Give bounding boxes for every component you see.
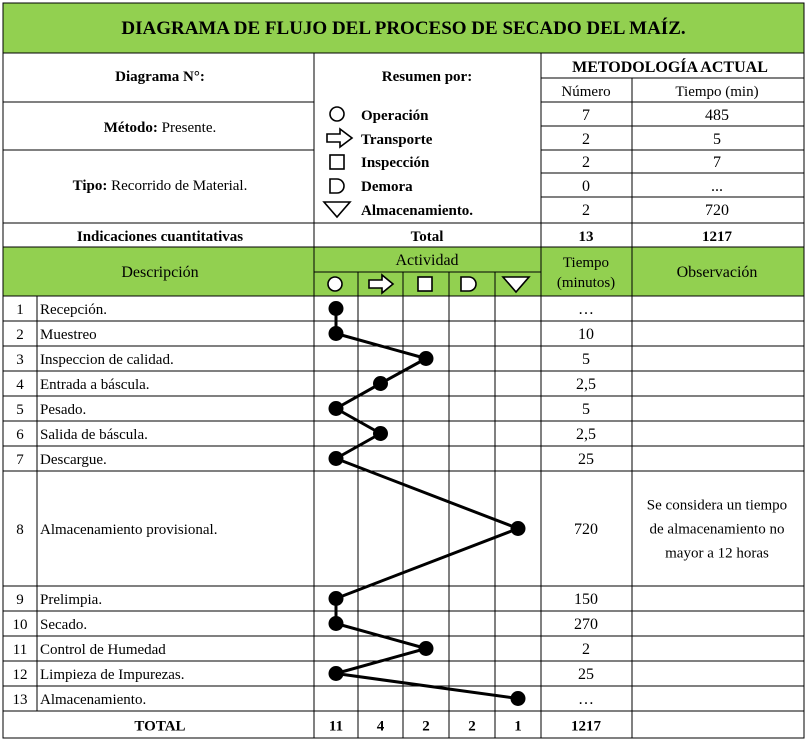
observacion-header: Observación bbox=[676, 264, 758, 281]
triangle-icon bbox=[324, 202, 350, 217]
row-time: 2,5 bbox=[576, 426, 596, 443]
row-number: 6 bbox=[16, 427, 24, 443]
totals-activity-count: 4 bbox=[376, 718, 385, 735]
table-row bbox=[16, 426, 596, 443]
totals-row bbox=[134, 719, 601, 735]
table-row bbox=[13, 616, 599, 633]
table-row bbox=[13, 641, 590, 658]
row-description: Descargue. bbox=[40, 452, 107, 468]
summary-tiempo-inspeccion: 7 bbox=[713, 154, 721, 171]
table-row bbox=[16, 326, 594, 343]
flow-dot bbox=[373, 376, 388, 391]
descripcion-header: Descripción bbox=[121, 264, 199, 281]
totals-activity-count: 11 bbox=[328, 718, 344, 735]
indicaciones-label: Indicaciones cuantitativas bbox=[76, 229, 244, 245]
square-icon bbox=[330, 155, 344, 169]
totals-activity-count: 2 bbox=[422, 718, 430, 735]
row-description: Almacenamiento. bbox=[40, 692, 147, 708]
tipo-value: Recorrido de Material. bbox=[107, 178, 248, 194]
row-number: 7 bbox=[16, 452, 24, 468]
flow-dot bbox=[373, 426, 388, 441]
process-rows bbox=[13, 301, 788, 708]
row-time: 25 bbox=[578, 666, 594, 683]
totals-time: 1217 bbox=[571, 718, 601, 735]
diagrama-label: Diagrama N°: bbox=[115, 69, 205, 85]
table-row bbox=[13, 691, 595, 708]
metodo-value: Presente. bbox=[157, 120, 217, 136]
summary-numero-operacion: 7 bbox=[582, 107, 590, 124]
actividad-header: Actividad bbox=[395, 252, 459, 269]
row-number: 5 bbox=[16, 402, 24, 418]
summary-numero-transporte: 2 bbox=[582, 131, 590, 148]
row-description: Recepción. bbox=[40, 302, 108, 318]
summary-icons bbox=[324, 107, 352, 217]
flow-dot bbox=[329, 451, 344, 466]
summary-label-transporte: Transporte bbox=[361, 132, 433, 148]
summary-tiempo-demora: ... bbox=[711, 178, 723, 195]
flow-dot bbox=[329, 401, 344, 416]
row-description: Salida de báscula. bbox=[40, 427, 148, 443]
table-row bbox=[16, 376, 596, 393]
row-description: Control de Humedad bbox=[40, 642, 166, 658]
row-number: 8 bbox=[16, 522, 24, 538]
flow-dot bbox=[329, 666, 344, 681]
table-row bbox=[16, 451, 594, 468]
row-time: … bbox=[578, 691, 594, 708]
activity-circle-icon bbox=[328, 277, 342, 291]
summary-label-inspeccion: Inspección bbox=[361, 155, 430, 171]
tipo-label: Tipo: bbox=[72, 178, 108, 194]
row-number: 4 bbox=[16, 377, 24, 393]
metodo-label: Método: bbox=[103, 120, 158, 136]
observation-line: mayor a 12 horas bbox=[665, 545, 769, 562]
table-row bbox=[13, 666, 595, 683]
row-description: Secado. bbox=[40, 617, 88, 633]
row-description: Entrada a báscula. bbox=[40, 377, 150, 393]
table-row bbox=[16, 498, 787, 562]
table-row bbox=[16, 351, 590, 368]
total-label: Total bbox=[410, 229, 444, 245]
tipo-line bbox=[73, 178, 248, 194]
flow-dot bbox=[419, 641, 434, 656]
totals-activity-count: 2 bbox=[468, 718, 476, 735]
row-time: 2 bbox=[582, 641, 590, 658]
page-title: DIAGRAMA DE FLUJO DEL PROCESO DE SECADO DEL MAÍZ. bbox=[121, 18, 686, 39]
table-row bbox=[16, 301, 594, 318]
row-time: 25 bbox=[578, 451, 594, 468]
summary-tiempo-almacenamiento: 720 bbox=[705, 202, 729, 219]
summary-list bbox=[361, 107, 729, 219]
observation-line: Se considera un tiempo bbox=[646, 497, 788, 514]
row-number: 13 bbox=[12, 692, 28, 708]
flow-dot bbox=[329, 616, 344, 631]
summary-tiempo-transporte: 5 bbox=[713, 131, 721, 148]
tiempo-header-line1: Tiempo bbox=[562, 255, 610, 271]
row-description: Inspeccion de calidad. bbox=[40, 352, 174, 368]
row-time: 720 bbox=[574, 521, 598, 538]
row-time: 150 bbox=[574, 591, 598, 608]
row-number: 12 bbox=[12, 667, 28, 683]
flow-dot bbox=[511, 521, 526, 536]
tiempo-min-label: Tiempo (min) bbox=[675, 84, 759, 100]
summary-label-operacion: Operación bbox=[361, 108, 429, 124]
row-time: 5 bbox=[582, 401, 590, 418]
observation-line: de almacenamiento no bbox=[649, 521, 785, 538]
activity-square-icon bbox=[418, 277, 432, 291]
flow-dot bbox=[329, 326, 344, 341]
row-time: 5 bbox=[582, 351, 590, 368]
totals-activity-count: 1 bbox=[514, 718, 522, 735]
arrow-icon bbox=[327, 129, 352, 147]
summary-numero-almacenamiento: 2 bbox=[582, 202, 590, 219]
row-description: Muestreo bbox=[40, 327, 97, 343]
row-description: Pesado. bbox=[40, 402, 87, 418]
summary-label-almacenamiento: Almacenamiento. bbox=[361, 203, 474, 219]
row-number: 10 bbox=[12, 617, 28, 633]
row-number: 3 bbox=[16, 352, 24, 368]
activity-d-shape-icon bbox=[461, 277, 476, 291]
total-tiempo: 1217 bbox=[702, 229, 732, 245]
summary-tiempo-operacion: 485 bbox=[705, 107, 729, 124]
flow-dot bbox=[419, 351, 434, 366]
row-number: 1 bbox=[16, 302, 24, 318]
row-number: 11 bbox=[12, 642, 28, 658]
row-description: Limpieza de Impurezas. bbox=[40, 667, 185, 683]
row-number: 2 bbox=[16, 327, 24, 343]
numero-label: Número bbox=[561, 84, 611, 100]
row-time: … bbox=[578, 301, 594, 318]
d-shape-icon bbox=[330, 179, 344, 193]
summary-label-demora: Demora bbox=[361, 179, 413, 195]
flow-connector bbox=[336, 309, 518, 699]
row-observation bbox=[647, 498, 787, 562]
row-description: Prelimpia. bbox=[40, 592, 103, 608]
table-row bbox=[16, 401, 590, 418]
summary-numero-inspeccion: 2 bbox=[582, 154, 590, 171]
total-numero: 13 bbox=[578, 229, 594, 245]
row-number: 9 bbox=[16, 592, 24, 608]
row-time: 2,5 bbox=[576, 376, 596, 393]
metodo-line bbox=[104, 120, 216, 136]
tiempo-header-line2: (minutos) bbox=[556, 275, 616, 291]
metodologia-label: METODOLOGÍA ACTUAL bbox=[572, 59, 768, 76]
flow-dot bbox=[329, 301, 344, 316]
totals-label: TOTAL bbox=[134, 718, 186, 735]
resumen-label: Resumen por: bbox=[381, 69, 473, 85]
circle-icon bbox=[330, 107, 344, 121]
summary-numero-demora: 0 bbox=[582, 178, 590, 195]
table-row bbox=[16, 591, 598, 608]
flow-dot bbox=[511, 691, 526, 706]
row-time: 270 bbox=[574, 616, 598, 633]
flow-dot bbox=[329, 591, 344, 606]
row-time: 10 bbox=[578, 326, 594, 343]
row-description: Almacenamiento provisional. bbox=[40, 522, 218, 538]
